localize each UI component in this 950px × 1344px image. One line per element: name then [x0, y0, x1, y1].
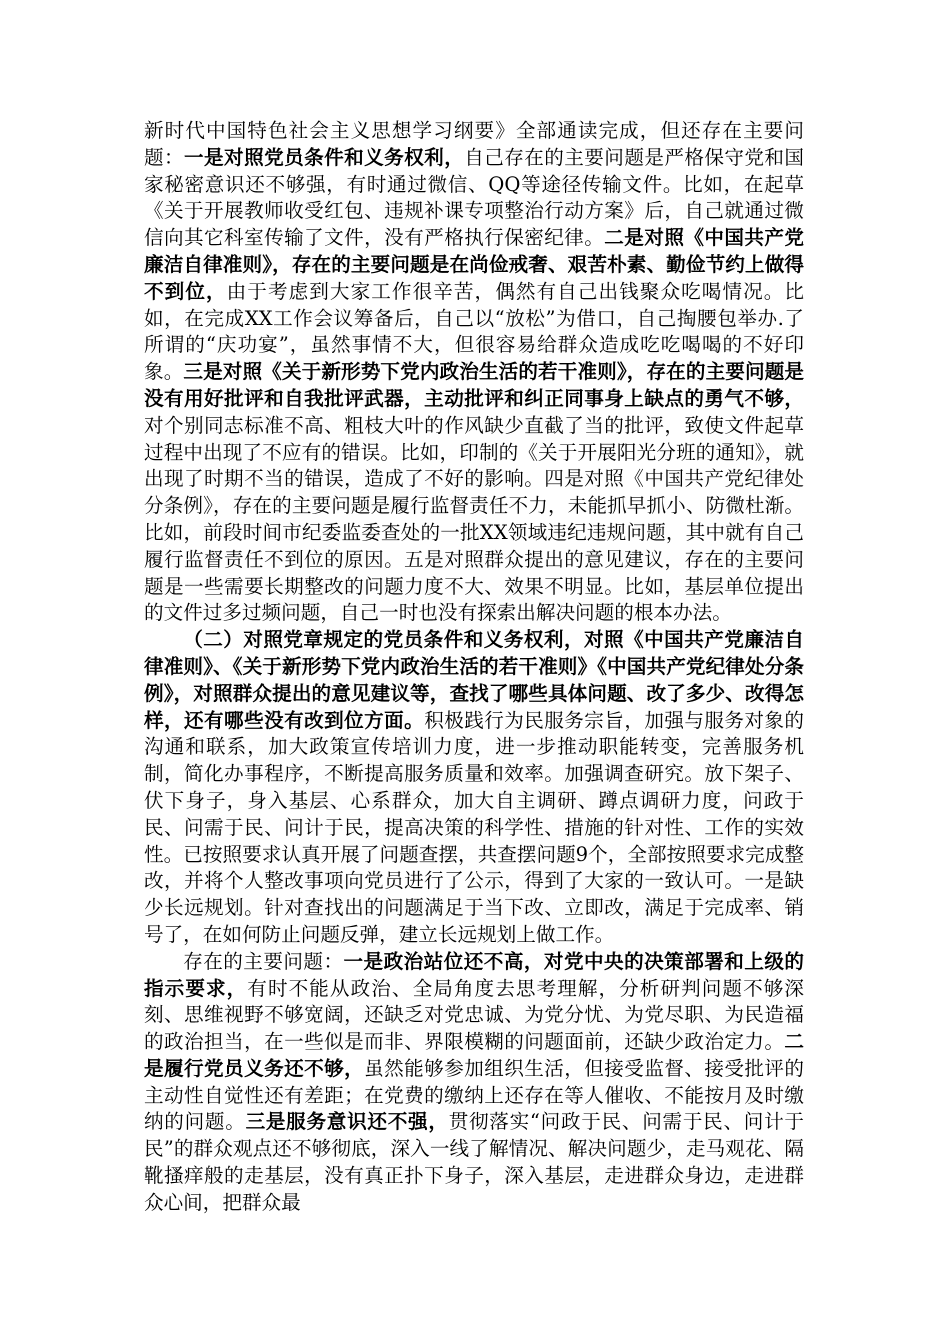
text-run: 自己存在的主要问题是严格保守党和国家秘密意识还不够强，有时通过微信、QQ等途径传输文件。比如，在起草《关于开展教师收受红包、违规补课专项整治行动方案》后，自己就通过微信向其它科室传输了文件，没有严格执行保密纪律。 — [144, 145, 805, 250]
text-run: 存在的主要问题： — [183, 949, 344, 973]
text-run: 虽然能够参加组织生活，但接受监督、接受批评的主动性自觉性还有差距；在党费的缴纳上还存在等人催收、不能按月及时缴纳的问题。 — [144, 1056, 805, 1134]
bold-text-run: 一是政治站位还不高，对党中央的决策部署和上级的指示要求， — [144, 949, 805, 1000]
bold-text-run: 三是服务意识还不强， — [245, 1110, 449, 1134]
text-run: 由于考虑到大家工作很辛苦，偶然有自己出钱聚众吃喝情况。比如，在完成XX工作会议筹备后，自己以“放松”为借口，自己掏腰包举办.了所谓的“庆功宴”，虽然事情不大，但很容易给群众造成吃吃喝喝的不好印象。 — [144, 279, 805, 384]
bold-text-run: 三是对照《关于新形势下党内政治生活的若干准则》，存在的主要问题是没有用好批评和自我批评武器，主动批评和纠正同事身上缺点的勇气不够， — [144, 360, 804, 410]
paragraph-2 — [144, 627, 804, 949]
text-run: 对个别同志标准不高、粗枝大叶的作风缺少直截了当的批评，致使文件起草过程中出现了不应有的错误。比如，印制的《关于开展阳光分班的通知》，就出现了时期不当的错误，造成了不好的影响。四是对照《中国共产党纪律处分条例》，存在的主要问题是履行监督责任不力，未能抓早抓小、防微杜渐。比如，前段时间市纪委监委查处的一批XX领域违纪违规问题，其中就有自己履行监督责任不到位的原因。五是对照群众提出的意见建议，存在的主要问题是一些需要长期整改的问题力度不大、效果不明显。比如，基层单位提出的文件过多过频问题，自己一时也没有探索出解决问题的根本办法。 — [144, 413, 804, 625]
text-run: 贯彻落实“问政于民、问需于民、问计于民”的群众观点还不够彻底，深入一线了解情况、解决问题少，走马观花、隔靴搔痒般的走基层，没有真正扑下身子，深入基层，走进群众身边，走进群众心间，把群众最 — [144, 1110, 804, 1214]
bold-text-run: （二）对照党章规定的党员条件和义务权利，对照《中国共产党廉洁自律准则》、《关于新形势下党内政治生活的若干准则》《中国共产党纪律处分条例》，对照群众提出的意见建议等，查找了哪些具体问题、改了多少、改得怎样，还有哪些没有改到位方面。 — [144, 628, 804, 732]
document-page — [144, 118, 804, 1217]
paragraph-3 — [144, 949, 804, 1217]
bold-text-run: 一是对照党员条件和义务权利， — [184, 145, 465, 169]
bold-text-run: 二是对照《中国共产党廉洁自律准则》，存在的主要问题是在尚俭戒奢、艰苦朴素、勤俭节约上做得不到位， — [144, 226, 805, 303]
paragraph-1 — [144, 118, 804, 627]
text-run: 有时不能从政治、全局角度去思考理解，分析研判问题不够深刻、思维视野不够宽阔，还缺乏对党忠诚、为党分忧、为党尽职、为民造福的政治担当，在一些似是而非、界限模糊的问题面前，还缺少政治定力。 — [144, 976, 805, 1054]
text-run: 积极践行为民服务宗旨，加强与服务对象的沟通和联系，加大政策宣传培训力度，进一步推动职能转变，完善服务机制，简化办事程序，不断提高服务质量和效率。加强调查研究。放下架子、伏下身子，身入基层、心系群众，加大自主调研、蹲点调研力度，问政于民、问需于民、问计于民，提高决策的科学性、措施的针对性、工作的实效性。已按照要求认真开展了问题查摆，共查摆问题9个，全部按照要求完成整改，并将个人整改事项向党员进行了公示，得到了大家的一致认可。一是缺少长远规划。针对查找出的问题满足于当下改、立即改，满足于完成率、销号了，在如何防止问题反弹，建立长远规划上做工作。 — [144, 708, 805, 946]
bold-text-run: 二是履行党员义务还不够， — [144, 1030, 804, 1080]
text-run: 新时代中国特色社会主义思想学习纲要》全部通读完成，但还存在主要问题： — [144, 119, 804, 169]
